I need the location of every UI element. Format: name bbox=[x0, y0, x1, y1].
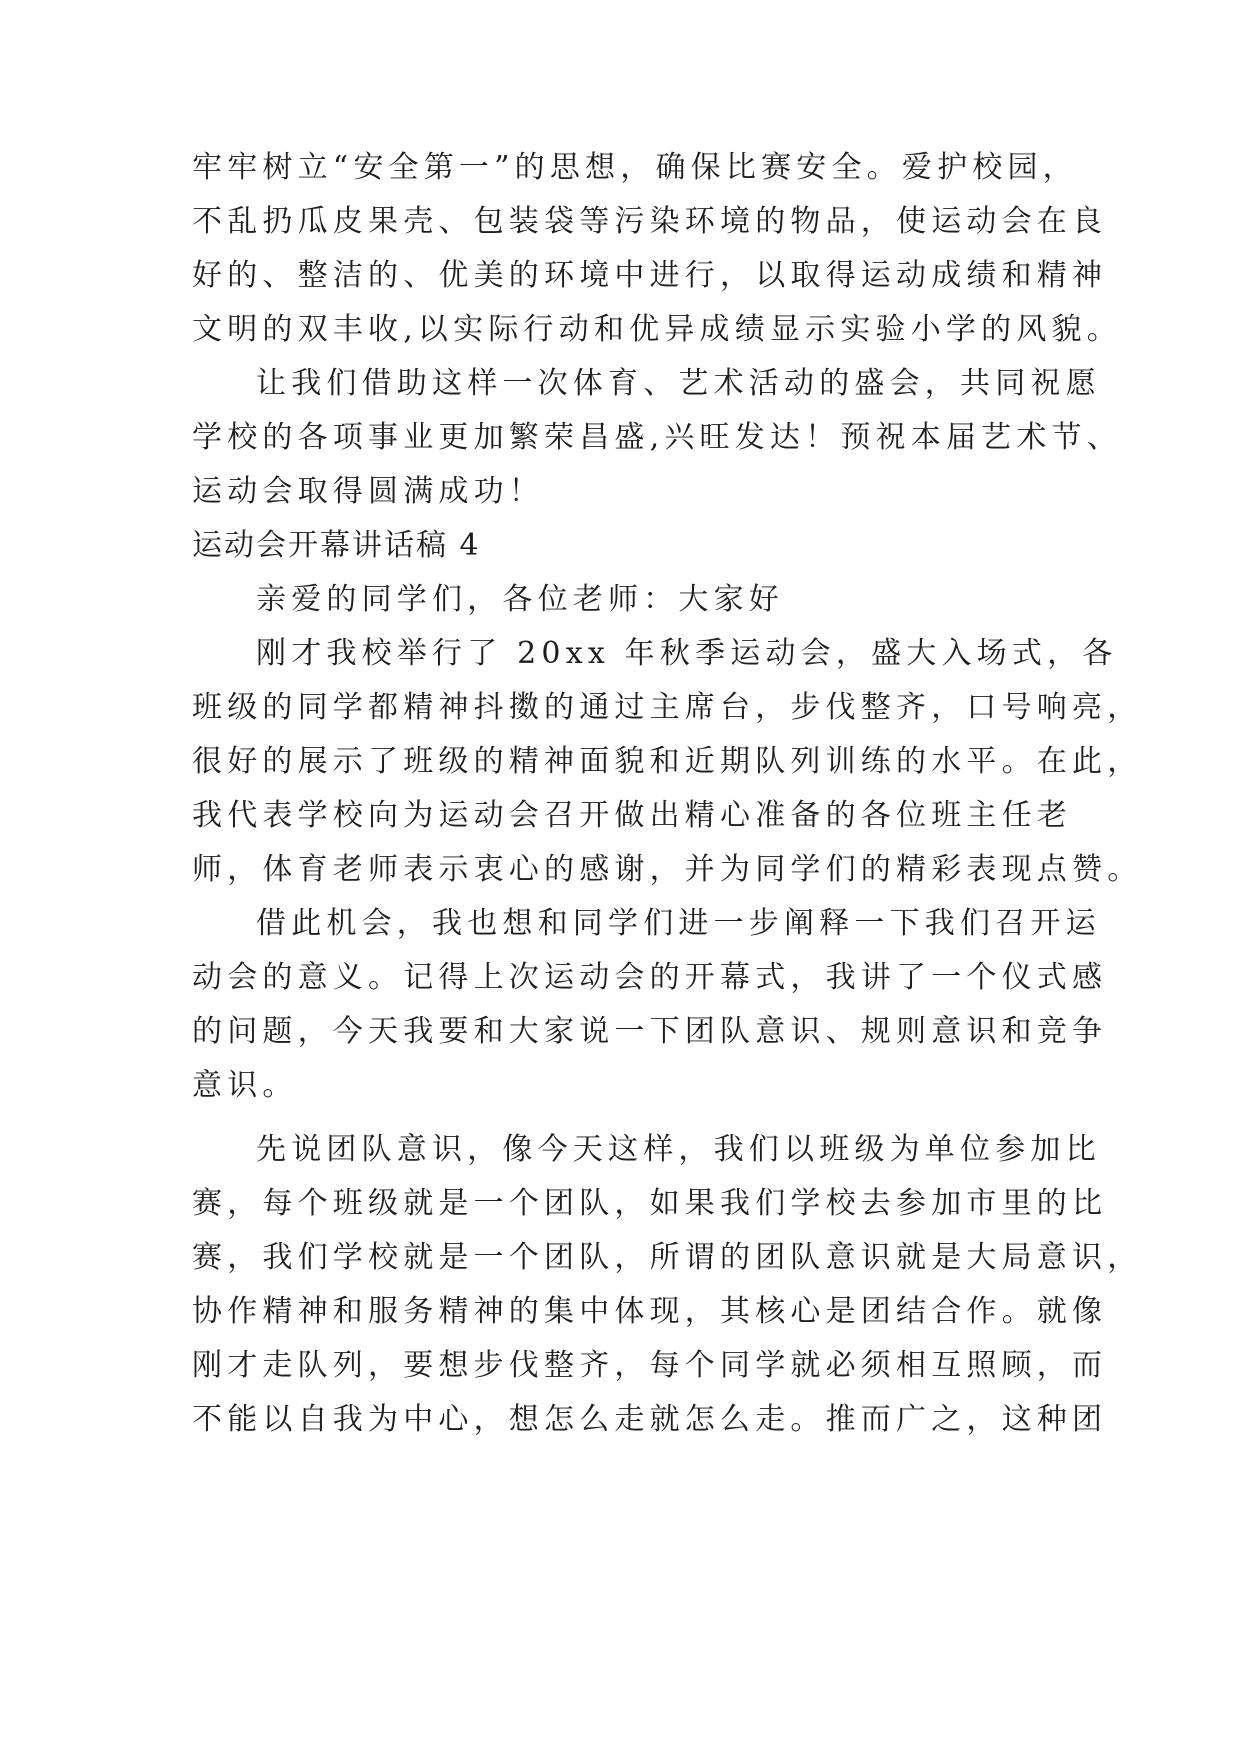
paragraph-line: 不能以自我为中心，想怎么走就怎么走。推而广之，这种团 bbox=[192, 1402, 1108, 1437]
greeting-line: 亲爱的同学们，各位老师：大家好 bbox=[256, 582, 784, 617]
paragraph-line: 文明的双丰收,以实际行动和优异成绩显示实验小学的风貌。 bbox=[192, 312, 1122, 347]
paragraph-line: 协作精神和服务精神的集中体现，其核心是团结合作。就像 bbox=[192, 1294, 1108, 1329]
paragraph-line: 不乱扔瓜皮果壳、包装袋等污染环境的物品，使运动会在良 bbox=[192, 204, 1108, 239]
paragraph-line: 班级的同学都精神抖擞的通过主席台，步伐整齐，口号响亮， bbox=[192, 690, 1143, 725]
paragraph-line: 牢牢树立“安全第一”的思想，确保比赛安全。爱护校园， bbox=[192, 150, 1078, 185]
paragraph-line: 让我们借助这样一次体育、艺术活动的盛会，共同祝愿 bbox=[256, 366, 1101, 401]
paragraph-line: 好的、整洁的、优美的环境中进行，以取得运动成绩和精神 bbox=[192, 258, 1108, 293]
paragraph-line: 刚才我校举行了 20xx 年秋季运动会，盛大入场式，各 bbox=[256, 636, 1118, 671]
paragraph-line: 运动会取得圆满成功！ bbox=[192, 474, 544, 509]
paragraph-line: 我代表学校向为运动会召开做出精心准备的各位班主任老 bbox=[192, 798, 1072, 833]
paragraph-line: 赛，每个班级就是一个团队，如果我们学校去参加市里的比 bbox=[192, 1186, 1108, 1221]
paragraph-line: 赛，我们学校就是一个团队，所谓的团队意识就是大局意识， bbox=[192, 1240, 1143, 1275]
paragraph-line: 先说团队意识，像今天这样，我们以班级为单位参加比 bbox=[256, 1132, 1101, 1167]
paragraph-line: 意识。 bbox=[192, 1068, 298, 1103]
paragraph-line: 的问题，今天我要和大家说一下团队意识、规则意识和竞争 bbox=[192, 1014, 1108, 1049]
paragraph-line: 刚才走队列，要想步伐整齐，每个同学就必须相互照顾，而 bbox=[192, 1348, 1108, 1383]
section-title: 运动会开幕讲话稿 4 bbox=[192, 528, 481, 563]
paragraph-line: 很好的展示了班级的精神面貌和近期队列训练的水平。在此， bbox=[192, 744, 1143, 779]
paragraph-line: 师，体育老师表示衷心的感谢，并为同学们的精彩表现点赞。 bbox=[192, 852, 1143, 887]
paragraph-line: 借此机会，我也想和同学们进一步阐释一下我们召开运 bbox=[256, 906, 1101, 941]
paragraph-line: 学校的各项事业更加繁荣昌盛,兴旺发达！预祝本届艺术节、 bbox=[192, 420, 1122, 455]
paragraph-line: 动会的意义。记得上次运动会的开幕式，我讲了一个仪式感 bbox=[192, 960, 1108, 995]
